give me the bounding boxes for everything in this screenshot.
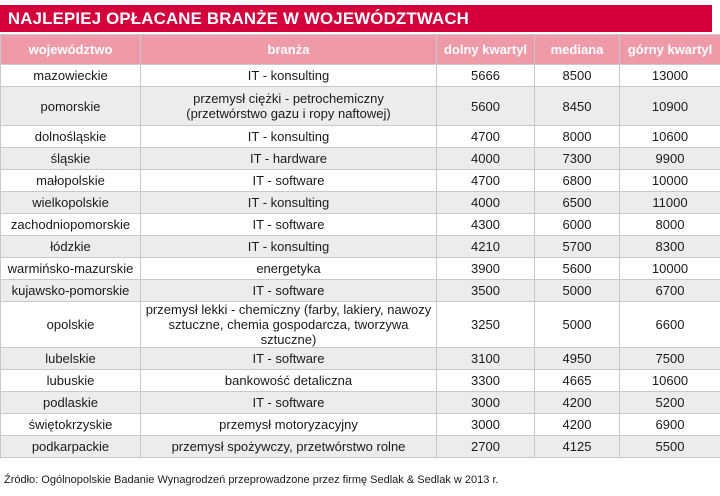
cell-dolny-kwartyl: 5666	[437, 65, 535, 87]
branza-line: IT - software	[252, 217, 325, 232]
cell-dolny-kwartyl: 5600	[437, 87, 535, 126]
cell-branza	[141, 148, 437, 170]
cell-mediana: 4200	[535, 392, 620, 414]
cell-dolny-kwartyl: 3300	[437, 370, 535, 392]
cell-gorny-kwartyl: 13000	[620, 65, 720, 87]
cell-gorny-kwartyl: 10600	[620, 126, 720, 148]
cell-gorny-kwartyl: 11000	[620, 192, 720, 214]
cell-wojewodztwo: mazowieckie	[1, 65, 141, 87]
branza-line: IT - konsulting	[247, 68, 330, 83]
cell-branza	[141, 258, 437, 280]
cell-wojewodztwo: lubuskie	[1, 370, 141, 392]
cell-wojewodztwo: warmińsko-mazurskie	[1, 258, 141, 280]
cell-gorny-kwartyl: 7500	[620, 348, 720, 370]
branza-line: sztuczne, chemia gospodarcza, tworzywa sztuczne)	[168, 317, 409, 347]
cell-gorny-kwartyl: 9900	[620, 148, 720, 170]
source-note: Źródło: Ogólnopolskie Badanie Wynagrodzeń przeprowadzone przez firmę Sedlak & Sedlak w 2013 r.	[4, 474, 499, 486]
cell-branza	[141, 280, 437, 302]
table-row	[1, 302, 720, 348]
cell-wojewodztwo: opolskie	[1, 302, 141, 348]
cell-wojewodztwo: dolnośląskie	[1, 126, 141, 148]
cell-branza	[141, 192, 437, 214]
cell-dolny-kwartyl: 3100	[437, 348, 535, 370]
cell-gorny-kwartyl: 10900	[620, 87, 720, 126]
cell-mediana: 4665	[535, 370, 620, 392]
header-mediana: mediana	[535, 35, 620, 65]
table-row	[1, 87, 720, 126]
branza-line: IT - software	[252, 351, 325, 366]
cell-gorny-kwartyl: 5200	[620, 392, 720, 414]
table-body	[1, 65, 720, 458]
branza-line: przemysł lekki - chemiczny (farby, lakiery, nawozy	[145, 302, 432, 317]
branza-line: przemysł ciężki - petrochemiczny	[193, 91, 384, 106]
table-row	[1, 436, 720, 458]
cell-mediana: 8000	[535, 126, 620, 148]
table-row	[1, 348, 720, 370]
header-gorny-kwartyl: górny kwartyl	[620, 35, 720, 65]
cell-branza	[141, 436, 437, 458]
cell-mediana: 8450	[535, 87, 620, 126]
cell-mediana: 5000	[535, 280, 620, 302]
cell-gorny-kwartyl: 8300	[620, 236, 720, 258]
cell-mediana: 4950	[535, 348, 620, 370]
cell-mediana: 6800	[535, 170, 620, 192]
cell-gorny-kwartyl: 10600	[620, 370, 720, 392]
branza-line: bankowość detaliczna	[224, 373, 353, 388]
cell-wojewodztwo: kujawsko-pomorskie	[1, 280, 141, 302]
cell-gorny-kwartyl: 6900	[620, 414, 720, 436]
cell-gorny-kwartyl: 6700	[620, 280, 720, 302]
cell-dolny-kwartyl: 3250	[437, 302, 535, 348]
cell-gorny-kwartyl: 10000	[620, 258, 720, 280]
branza-line: IT - hardware	[249, 151, 328, 166]
table-row	[1, 392, 720, 414]
cell-wojewodztwo: pomorskie	[1, 87, 141, 126]
cell-mediana: 7300	[535, 148, 620, 170]
branza-line: energetyka	[256, 261, 321, 276]
cell-mediana: 8500	[535, 65, 620, 87]
table-row	[1, 280, 720, 302]
cell-dolny-kwartyl: 3500	[437, 280, 535, 302]
cell-wojewodztwo: łódzkie	[1, 236, 141, 258]
branza-line: IT - konsulting	[247, 195, 330, 210]
cell-dolny-kwartyl: 3000	[437, 392, 535, 414]
table-row	[1, 126, 720, 148]
header-dolny-kwartyl: dolny kwartyl	[437, 35, 535, 65]
cell-dolny-kwartyl: 4300	[437, 214, 535, 236]
table-row	[1, 414, 720, 436]
table-row	[1, 170, 720, 192]
cell-wojewodztwo: podkarpackie	[1, 436, 141, 458]
cell-mediana: 5600	[535, 258, 620, 280]
cell-branza	[141, 348, 437, 370]
branza-line: IT - konsulting	[247, 129, 330, 144]
header-row	[1, 35, 720, 65]
header-wojewodztwo: województwo	[1, 35, 141, 65]
table-row	[1, 236, 720, 258]
table-row	[1, 192, 720, 214]
cell-gorny-kwartyl: 5500	[620, 436, 720, 458]
header-branza: branża	[141, 35, 437, 65]
cell-branza	[141, 392, 437, 414]
table-row	[1, 370, 720, 392]
cell-mediana: 6000	[535, 214, 620, 236]
cell-branza	[141, 236, 437, 258]
branza-line: IT - software	[252, 173, 325, 188]
cell-wojewodztwo: śląskie	[1, 148, 141, 170]
cell-wojewodztwo: podlaskie	[1, 392, 141, 414]
table-row	[1, 214, 720, 236]
table-title: NAJLEPIEJ OPŁACANE BRANŻE W WOJEWÓDZTWACH	[0, 5, 712, 32]
cell-wojewodztwo: wielkopolskie	[1, 192, 141, 214]
cell-dolny-kwartyl: 3000	[437, 414, 535, 436]
table-row	[1, 65, 720, 87]
cell-branza	[141, 414, 437, 436]
cell-mediana: 6500	[535, 192, 620, 214]
cell-branza	[141, 126, 437, 148]
cell-dolny-kwartyl: 4000	[437, 148, 535, 170]
cell-dolny-kwartyl: 4210	[437, 236, 535, 258]
table-row	[1, 148, 720, 170]
cell-dolny-kwartyl: 4700	[437, 170, 535, 192]
cell-dolny-kwartyl: 3900	[437, 258, 535, 280]
cell-mediana: 5000	[535, 302, 620, 348]
cell-wojewodztwo: małopolskie	[1, 170, 141, 192]
cell-branza	[141, 370, 437, 392]
cell-branza	[141, 87, 437, 126]
cell-gorny-kwartyl: 8000	[620, 214, 720, 236]
branza-line: przemysł spożywczy, przetwórstwo rolne	[171, 439, 406, 454]
cell-mediana: 5700	[535, 236, 620, 258]
cell-gorny-kwartyl: 6600	[620, 302, 720, 348]
branza-line: przemysł motoryzacyjny	[219, 417, 358, 432]
cell-mediana: 4125	[535, 436, 620, 458]
cell-dolny-kwartyl: 4700	[437, 126, 535, 148]
cell-branza	[141, 170, 437, 192]
cell-dolny-kwartyl: 2700	[437, 436, 535, 458]
branza-line: IT - software	[252, 395, 325, 410]
cell-mediana: 4200	[535, 414, 620, 436]
cell-branza	[141, 302, 437, 348]
cell-wojewodztwo: zachodniopomorskie	[1, 214, 141, 236]
cell-branza	[141, 214, 437, 236]
branza-line: (przetwórstwo gazu i ropy naftowej)	[186, 106, 391, 121]
branza-line: IT - software	[252, 283, 325, 298]
cell-gorny-kwartyl: 10000	[620, 170, 720, 192]
cell-wojewodztwo: świętokrzyskie	[1, 414, 141, 436]
branza-line: IT - konsulting	[247, 239, 330, 254]
cell-dolny-kwartyl: 4000	[437, 192, 535, 214]
salary-table	[0, 34, 720, 458]
cell-wojewodztwo: lubelskie	[1, 348, 141, 370]
table-row	[1, 258, 720, 280]
cell-branza	[141, 65, 437, 87]
